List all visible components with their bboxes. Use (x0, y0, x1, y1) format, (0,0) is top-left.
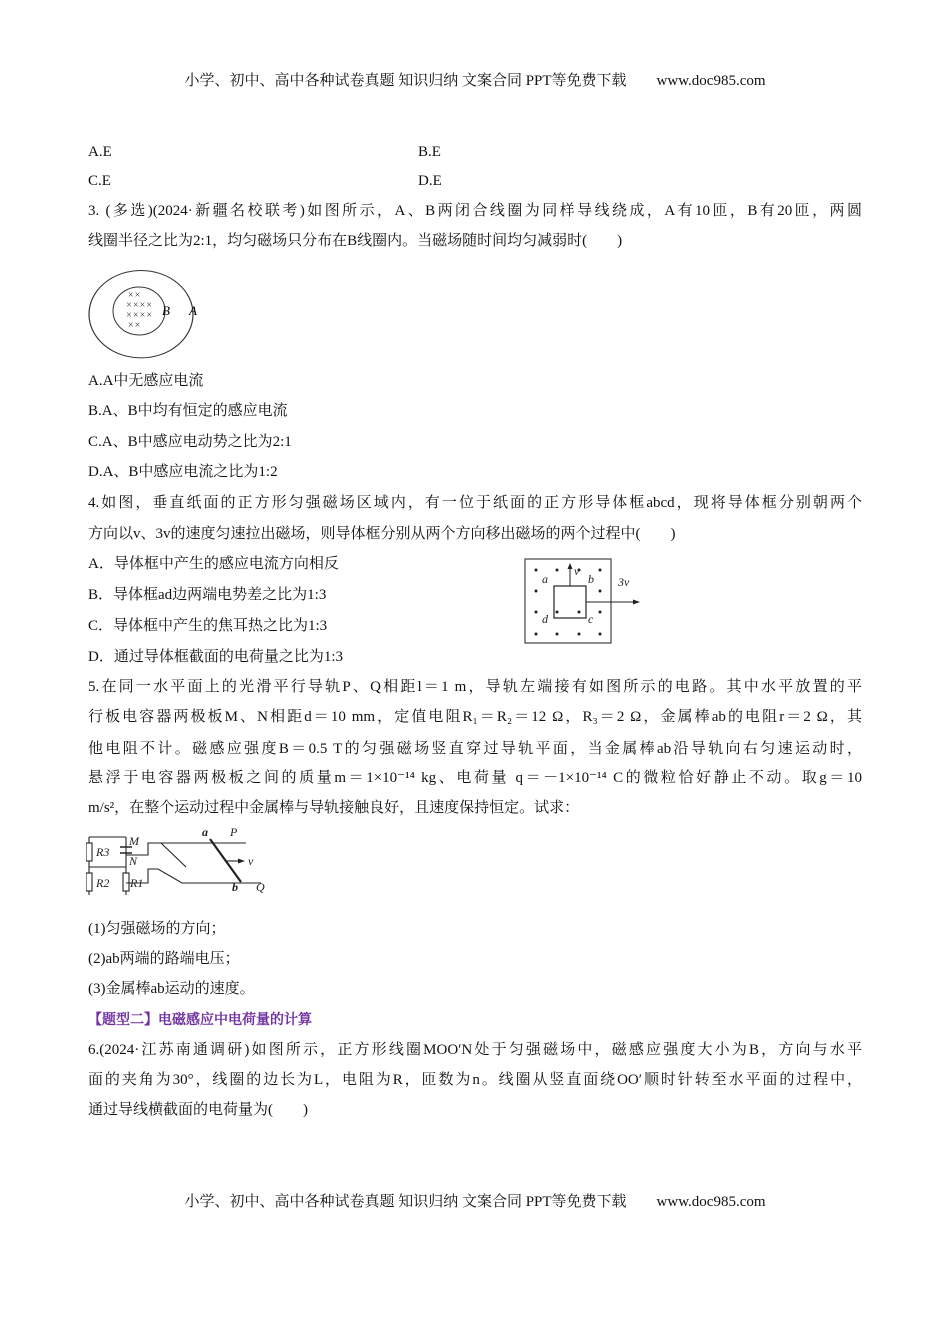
circuit-diagram (86, 825, 271, 895)
svg-text:3v: 3v (618, 575, 630, 589)
question-5-text: m/s²，在整个运动过程中金属棒与导轨接触良好，且速度保持恒定。试求： (88, 800, 580, 816)
svg-text:M: M (129, 834, 139, 848)
svg-text:P: P (230, 825, 238, 839)
sub-question-3: (3)金属棒ab运动的速度。 (88, 981, 255, 997)
label-a: A (189, 303, 197, 318)
svg-text:v: v (248, 854, 254, 868)
section-heading: 【题型二】电磁感应中电荷量的计算 (88, 1012, 312, 1028)
question-5-text: 5.在同一水平面上的光滑平行导轨P、Q相距l＝1 m，导轨左端接有如图所示的电路。其中水平放置的平 (88, 679, 862, 695)
svg-text:v: v (574, 564, 580, 578)
q4-option-b: B．导体框ad边两端电势差之比为1:3 (88, 587, 327, 603)
option-c: C.E (88, 173, 111, 189)
svg-text:a: a (202, 825, 208, 839)
svg-text:R1: R1 (130, 876, 144, 890)
label-b: B (162, 303, 170, 318)
svg-text:××××: ×××× (125, 310, 153, 321)
coil-diagram (86, 268, 216, 360)
question-3-text: 3. (多选)(2024·新疆名校联考)如图所示，A、B两闭合线圈为同样导线绕成，A有10匝，B有20匝，两圆 (88, 203, 862, 219)
svg-text:b: b (232, 880, 238, 894)
question-4-text: 4.如图，垂直纸面的正方形匀强磁场区域内，有一位于纸面的正方形导体框abcd，现将导体框分别朝两个 (88, 495, 862, 511)
question-5-text: 他电阻不计。磁感应强度B＝0.5 T的匀强磁场竖直穿过导轨平面，当金属棒ab沿导轨向右匀速运动时， (88, 741, 862, 757)
option-b: B.E (418, 144, 441, 160)
svg-text:R3: R3 (96, 845, 110, 859)
question-6-text: 6.(2024·江苏南通调研)如图所示，正方形线圈MOO′N处于匀强磁场中，磁感应强度大小为B，方向与水平 (88, 1042, 862, 1058)
svg-text:××××: ×××× (125, 300, 153, 311)
q3-option-a: A.A中无感应电流 (88, 373, 204, 389)
question-4-text: 方向以v、3v的速度匀速拉出磁场，则导体框分别从两个方向移出磁场的两个过程中( ) (88, 526, 676, 542)
option-d: D.E (418, 173, 442, 189)
question-5-text: 行板电容器两极板M、N相距d＝10 mm，定值电阻R₁＝R₂＝12 Ω，R₃＝2 Ω，金属棒ab的电阻r＝2 Ω，其 (88, 709, 862, 725)
svg-text:××: ×× (127, 320, 141, 331)
question-5-text: 悬浮于电容器两极板之间的质量m＝1×10⁻¹⁴ kg、电荷量 q＝－1×10⁻¹⁴ C的微粒恰好静止不动。取g＝10 (88, 770, 862, 786)
sub-question-2: (2)ab两端的路端电压； (88, 951, 240, 967)
q3-option-c: C.A、B中感应电动势之比为2:1 (88, 434, 292, 450)
q4-option-c: C．导体框中产生的焦耳热之比为1:3 (88, 618, 328, 634)
svg-text:××: ×× (127, 290, 141, 301)
svg-text:a: a (542, 572, 548, 586)
q3-option-d: D.A、B中感应电流之比为1:2 (88, 464, 278, 480)
svg-text:d: d (542, 612, 548, 626)
question-6-text: 面的夹角为30°，线圈的边长为L，电阻为R，匝数为n。线圈从竖直面绕OO′顺时针转至水平面的过程中， (88, 1072, 862, 1088)
question-3-text: 线圈半径之比为2:1，均匀磁场只分布在B线圈内。当磁场随时间均匀减弱时( ) (88, 233, 623, 249)
svg-text:N: N (129, 854, 138, 868)
q4-option-d: D．通过导体框截面的电荷量之比为1:3 (88, 649, 344, 665)
square-frame-diagram (522, 557, 652, 647)
svg-text:b: b (588, 572, 594, 586)
svg-text:R2: R2 (96, 876, 110, 890)
q4-option-a: A．导体框中产生的感应电流方向相反 (88, 556, 339, 572)
svg-text:c: c (588, 612, 594, 626)
svg-text:Q: Q (256, 880, 265, 894)
option-a: A.E (88, 144, 112, 160)
question-6-text: 通过导线横截面的电荷量为( ) (88, 1102, 308, 1118)
page-footer: 小学、初中、高中各种试卷真题 知识归纳 文案合同 PPT等免费下载 www.doc985.com (184, 1194, 766, 1210)
sub-question-1: (1)匀强磁场的方向； (88, 921, 226, 937)
page-header: 小学、初中、高中各种试卷真题 知识归纳 文案合同 PPT等免费下载 www.doc985.com (184, 73, 766, 89)
q3-option-b: B.A、B中均有恒定的感应电流 (88, 403, 288, 419)
